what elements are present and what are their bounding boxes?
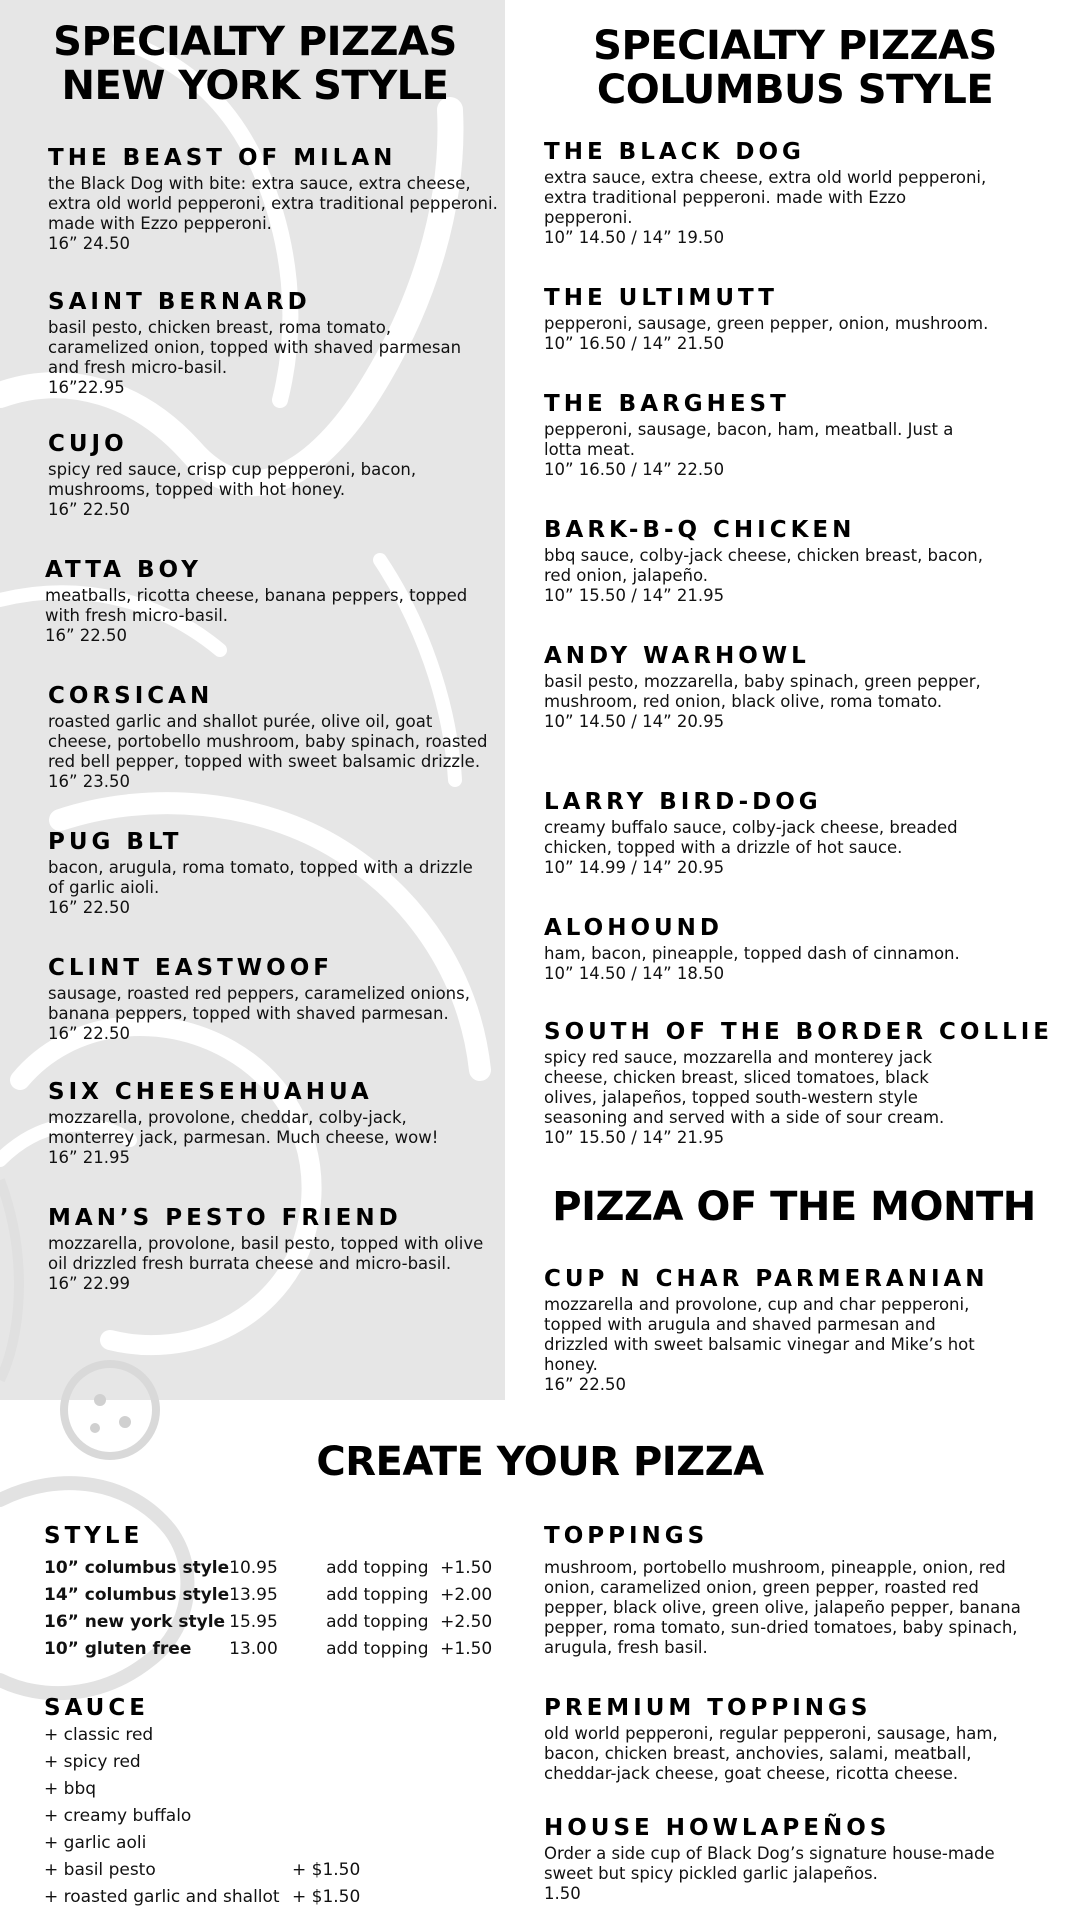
sauce-price: + $1.50	[292, 1887, 361, 1907]
item-price: 10” 14.99 / 14” 20.95	[544, 858, 725, 877]
style-row	[44, 1635, 492, 1662]
sauce-item	[44, 1722, 484, 1749]
sauce-name: + roasted garlic and shallot	[44, 1887, 280, 1907]
item-desc: basil pesto, chicken breast, roma tomato, caramelized onion, topped with shaved parmesan and fresh micro-basil.	[48, 318, 462, 377]
add-topping-price: +2.50	[440, 1611, 493, 1632]
item-name: CORSICAN	[48, 683, 214, 709]
ny-title-line2: NEW YORK STYLE	[61, 63, 449, 109]
sauce-item	[44, 1857, 484, 1884]
item-desc: the Black Dog with bite: extra sauce, extra cheese, extra old world pepperoni, extra traditional pepperoni. made with Ezzo pepperoni.	[48, 174, 498, 233]
add-topping-price: +1.50	[440, 1638, 493, 1659]
item-desc: bbq sauce, colby-jack cheese, chicken breast, bacon, red onion, jalapeño.	[544, 546, 984, 585]
menu-item	[48, 954, 493, 1044]
potm-section	[544, 1185, 1034, 1395]
item-desc: spicy red sauce, mozzarella and monterey jack cheese, chicken breast, sliced tomatoes, black olives, jalapeños, topped south-western style seasoning and served with a side of sour cream.	[544, 1048, 945, 1127]
item-name: ATTA BOY	[45, 557, 202, 583]
add-topping-label: add topping	[326, 1611, 429, 1632]
menu-item	[48, 144, 498, 254]
item-name: THE BARGHEST	[544, 391, 790, 417]
item-desc: sausage, roasted red peppers, caramelized onions, banana peppers, topped with shaved parmesan.	[48, 984, 470, 1023]
style-section	[44, 1522, 494, 1662]
potm-price: 16” 22.50	[544, 1375, 627, 1394]
premium-label: PREMIUM TOPPINGS	[544, 1695, 872, 1721]
ny-title-line1: SPECIALTY PIZZAS	[53, 19, 457, 65]
item-name: THE ULTIMUTT	[544, 285, 778, 311]
house-desc: Order a side cup of Black Dog’s signature house-made sweet but spicy pickled garlic jalapeños.	[544, 1844, 995, 1883]
sauce-name: + classic red	[44, 1725, 154, 1745]
item-price: 16” 22.50	[48, 500, 131, 519]
item-name: PUG BLT	[48, 829, 183, 855]
create-title	[0, 1440, 1080, 1484]
cb-title-line2: COLUMBUS STYLE	[596, 67, 994, 113]
add-topping-label: add topping	[326, 1584, 429, 1605]
menu-item	[48, 430, 448, 520]
style-label: STYLE	[44, 1523, 144, 1549]
toppings-label: TOPPINGS	[544, 1523, 709, 1549]
item-desc: spicy red sauce, crisp cup pepperoni, bacon, mushrooms, topped with hot honey.	[48, 460, 417, 499]
item-name: THE BEAST OF MILAN	[48, 145, 397, 171]
item-price: 16” 22.50	[45, 626, 128, 645]
cb-items	[544, 0, 1053, 1170]
item-price: 16” 22.99	[48, 1274, 131, 1293]
item-desc: meatballs, ricotta cheese, banana peppers, topped with fresh micro-basil.	[45, 586, 468, 625]
house-label: HOUSE HOWLAPEÑOS	[544, 1815, 891, 1841]
add-topping-price: +2.00	[440, 1584, 493, 1605]
menu-item	[48, 682, 498, 792]
item-price: 16” 21.95	[48, 1148, 131, 1167]
potm-desc: mozzarella and provolone, cup and char pepperoni, topped with arugula and shaved parmesan and drizzled with sweet balsamic vinegar and Mike’s hot honey.	[544, 1295, 975, 1374]
toppings-list: mushroom, portobello mushroom, pineapple, onion, red onion, caramelized onion, green pepper, roasted red pepper, black olive, green olive, jalapeño pepper, banana pepper, roma tomato, sun-dried tomatoes, baby spinach, arugula, fresh basil.	[544, 1558, 1021, 1657]
item-price: 16”22.95	[48, 378, 125, 397]
sauce-name: + creamy buffalo	[44, 1806, 192, 1826]
style-price: 13.00	[229, 1638, 278, 1659]
item-name: BARK-B-Q CHICKEN	[544, 517, 856, 543]
menu-item	[544, 1018, 1053, 1148]
item-desc: pepperoni, sausage, bacon, ham, meatball. Just a lotta meat.	[544, 420, 954, 459]
item-price: 16” 22.50	[48, 1024, 131, 1043]
sauce-item	[44, 1749, 484, 1776]
potm-title: PIZZA OF THE MONTH	[552, 1184, 1036, 1230]
item-price: 10” 15.50 / 14” 21.95	[544, 586, 725, 605]
style-table	[44, 1554, 492, 1662]
premium-list: old world pepperoni, regular pepperoni, sausage, ham, bacon, chicken breast, anchovies, salami, meatball, cheddar-jack cheese, goat cheese, ricotta cheese.	[544, 1724, 998, 1783]
house-section	[544, 1814, 1034, 1904]
sauce-item	[44, 1776, 484, 1803]
item-desc: bacon, arugula, roma tomato, topped with a drizzle of garlic aioli.	[48, 858, 473, 897]
menu-item	[544, 390, 984, 480]
menu-item	[48, 288, 488, 398]
item-name: CUJO	[48, 431, 128, 457]
toppings-section	[544, 1522, 1034, 1658]
premium-section	[544, 1694, 1034, 1784]
style-name: 10” gluten free	[44, 1638, 192, 1659]
menu-item	[45, 556, 490, 646]
style-price: 15.95	[229, 1611, 278, 1632]
create-heading: CREATE YOUR PIZZA	[316, 1439, 764, 1485]
house-price: 1.50	[544, 1884, 581, 1903]
item-price: 16” 24.50	[48, 234, 131, 253]
menu-item	[544, 516, 984, 606]
item-price: 10” 14.50 / 14” 18.50	[544, 964, 725, 983]
sauce-item	[44, 1830, 484, 1857]
style-row	[44, 1554, 492, 1581]
style-row	[44, 1581, 492, 1608]
menu-item	[48, 1204, 498, 1294]
sauce-item	[44, 1803, 484, 1830]
item-desc: pepperoni, sausage, green pepper, onion, mushroom.	[544, 314, 989, 333]
item-name: MAN’S PESTO FRIEND	[48, 1205, 402, 1231]
item-name: ANDY WARHOWL	[544, 643, 810, 669]
sauce-name: + basil pesto	[44, 1860, 156, 1880]
ny-items	[45, 0, 498, 1330]
item-price: 16” 23.50	[48, 772, 131, 791]
item-name: CLINT EASTWOOF	[48, 955, 333, 981]
add-topping-label: add topping	[326, 1557, 429, 1578]
style-name: 14” columbus style	[44, 1584, 230, 1605]
menu-item	[48, 1078, 468, 1168]
menu-item	[544, 284, 1024, 354]
item-name: THE BLACK DOG	[544, 139, 805, 165]
menu-item	[544, 642, 984, 732]
potm-name: CUP N CHAR PARMERANIAN	[544, 1266, 989, 1292]
item-name: ALOHOUND	[544, 915, 724, 941]
menu-item	[544, 914, 1024, 984]
menu-item	[544, 138, 994, 248]
item-price: 16” 22.50	[48, 898, 131, 917]
cb-title-line1: SPECIALTY PIZZAS	[593, 23, 997, 69]
item-price: 10” 16.50 / 14” 21.50	[544, 334, 725, 353]
style-price: 13.95	[229, 1584, 278, 1605]
style-price: 10.95	[229, 1557, 278, 1578]
item-price: 10” 15.50 / 14” 21.95	[544, 1128, 725, 1147]
item-name: SAINT BERNARD	[48, 289, 311, 315]
menu-item	[544, 788, 1004, 878]
sauce-label: SAUCE	[44, 1695, 149, 1721]
sauce-section	[44, 1694, 484, 1911]
item-name: SIX CHEESEHUAHUA	[48, 1079, 373, 1105]
item-price: 10” 14.50 / 14” 20.95	[544, 712, 725, 731]
style-row	[44, 1608, 492, 1635]
item-desc: roasted garlic and shallot purée, olive oil, goat cheese, portobello mushroom, baby spinach, roasted red bell pepper, topped with sweet balsamic drizzle.	[48, 712, 488, 771]
item-desc: creamy buffalo sauce, colby-jack cheese, breaded chicken, topped with a drizzle of hot sauce.	[544, 818, 958, 857]
item-name: LARRY BIRD-DOG	[544, 789, 822, 815]
item-desc: ham, bacon, pineapple, topped dash of cinnamon.	[544, 944, 960, 963]
style-name: 10” columbus style	[44, 1557, 230, 1578]
add-topping-label: add topping	[326, 1638, 429, 1659]
sauce-item	[44, 1884, 484, 1911]
sauce-name: + garlic aoli	[44, 1833, 147, 1853]
item-desc: extra sauce, extra cheese, extra old world pepperoni, extra traditional pepperoni. made with Ezzo pepperoni.	[544, 168, 987, 227]
item-desc: mozzarella, provolone, basil pesto, topped with olive oil drizzled fresh burrata cheese and micro-basil.	[48, 1234, 484, 1273]
item-name: SOUTH OF THE BORDER COLLIE	[544, 1019, 1053, 1045]
sauce-name: + bbq	[44, 1779, 97, 1799]
item-price: 10” 14.50 / 14” 19.50	[544, 228, 725, 247]
menu-item	[48, 828, 493, 918]
sauce-name: + spicy red	[44, 1752, 141, 1772]
item-desc: mozzarella, provolone, cheddar, colby-jack, monterrey jack, parmesan. Much cheese, wow!	[48, 1108, 439, 1147]
style-name: 16” new york style	[44, 1611, 226, 1632]
add-topping-price: +1.50	[440, 1557, 493, 1578]
sauce-price: + $1.50	[292, 1860, 361, 1880]
sauce-list	[44, 1722, 484, 1911]
item-price: 10” 16.50 / 14” 22.50	[544, 460, 725, 479]
item-desc: basil pesto, mozzarella, baby spinach, green pepper, mushroom, red onion, black olive, roma tomato.	[544, 672, 981, 711]
